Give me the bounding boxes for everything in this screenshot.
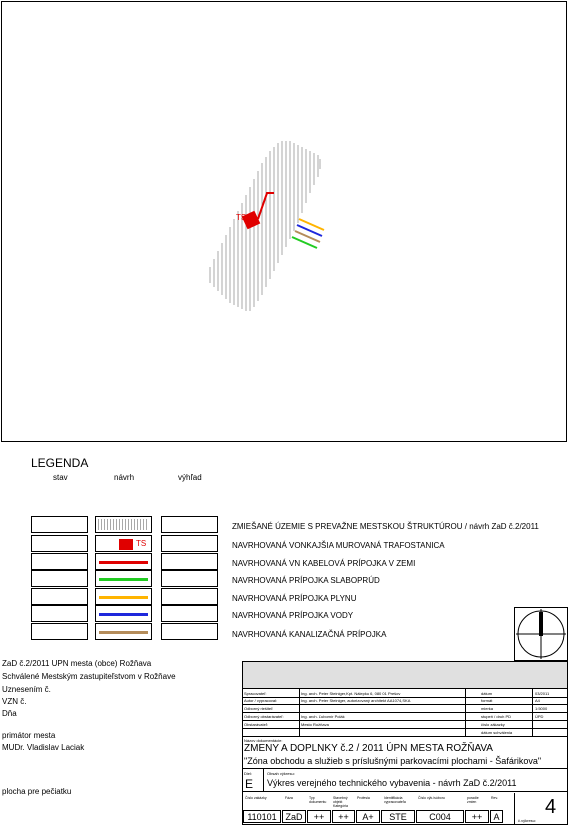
legend-row-telecom <box>31 570 219 587</box>
info-label: Autor / vypracoval: <box>244 698 278 703</box>
doc-name: ZMENY A DOPLNKY č.2 / 2011 ÚPN MESTA ROŽŇAVA <box>244 743 493 754</box>
info-divider <box>532 688 533 736</box>
legend-label-telecom: NAVRHOVANÁ PRÍPOJKA SLABOPRÚD <box>232 576 380 585</box>
hatched-area <box>210 141 320 311</box>
info-divider <box>299 688 300 736</box>
doc-name-label: Názov dokumentácie: <box>244 738 283 743</box>
ts-swatch <box>119 539 133 550</box>
code-cell-changes: ++ <box>465 810 489 823</box>
legend-cell-vyhlad <box>161 553 218 570</box>
info-value: Ing. arch. Peter Steiniger, autorizovaný architekt AA1074,SKA <box>301 698 411 703</box>
legend-cell-vyhlad <box>161 535 218 552</box>
column-vyhlad: výhľad <box>178 473 202 482</box>
code-label: poradie zmien <box>467 796 479 804</box>
sewer-swatch <box>99 631 148 634</box>
legend-cell-vyhlad <box>161 623 218 640</box>
legend-label-hatch: ZMIEŠANÉ ÚZEMIE S PREVAŽNE MESTSKOU ŠTRUKTÚROU / návrh ZaD č.2/2011 <box>232 522 539 531</box>
info-label: Spracovateľ: <box>244 691 267 696</box>
info-divider <box>465 688 466 736</box>
info-label: Odborný riešiteľ: <box>244 706 274 711</box>
info-right-label: dátum schválenia <box>481 730 513 735</box>
info-right-label: mierka <box>481 706 494 711</box>
approval-line-2: Schválené Mestským zastupiteľstvom v Rožňave <box>2 672 176 681</box>
legend-row-ts <box>31 535 219 552</box>
code-label: Číslo zakázky <box>245 796 267 800</box>
legend-cell-stav <box>31 623 88 640</box>
legend-cell-vyhlad <box>161 516 218 533</box>
info-value: Ing. arch. Ľubomír Polák <box>301 714 345 719</box>
gas-swatch <box>99 596 148 599</box>
code-cell-phase: ZaD <box>282 810 306 823</box>
part-label: Diel: <box>244 771 253 776</box>
code-label: Číslo výk./súboru <box>418 796 445 800</box>
content-value: Výkres verejného technického vybavenia - návrh ZaD č.2/2011 <box>267 778 517 788</box>
legend-label-ts: NAVRHOVANÁ VONKAJŠIA MUROVANÁ TRAFOSTANICA <box>232 541 445 550</box>
code-label: Fáza <box>285 796 293 800</box>
legend-cell-vyhlad <box>161 570 218 587</box>
title-block-info <box>242 688 568 736</box>
code-cell-order: 110101 <box>243 810 281 823</box>
legend-cell-stav <box>31 553 88 570</box>
code-cell-drawing-no: C004 <box>416 810 464 823</box>
hatch-swatch <box>98 519 149 530</box>
legend-label-water: NAVRHOVANÁ PRÍPOJKA VODY <box>232 611 354 620</box>
part-value: E <box>245 777 254 791</box>
north-arrow-icon <box>514 607 568 661</box>
code-cell-type: ++ <box>307 810 331 823</box>
approval-line-1: ZaD č.2/2011 UPN mesta (obce) Rožňava <box>2 659 152 668</box>
legend-cell-stav <box>31 535 88 552</box>
site-plan <box>1 1 567 442</box>
water-swatch <box>99 613 148 616</box>
doc-subtitle: "Zóna obchodu a služieb s príslušnými parkovacími plochami - Šafárikova" <box>244 756 542 766</box>
legend-title: LEGENDA <box>31 456 89 470</box>
map-frame <box>1 1 567 442</box>
legend-cell-stav <box>31 605 88 622</box>
info-right-label: formát <box>481 698 493 703</box>
info-value: Mesto Rožňava <box>301 722 329 727</box>
sheet-number-box <box>514 793 568 825</box>
content-divider <box>263 769 264 791</box>
code-label: Typ dokumentu <box>309 796 327 804</box>
legend-cell-navrh <box>95 553 152 570</box>
info-right-value: 1:5000 <box>535 706 548 711</box>
info-label: Obstarávateľ: <box>244 722 269 727</box>
legend-label-gas: NAVRHOVANÁ PRÍPOJKA PLYNU <box>232 594 357 603</box>
legend-cell-navrh <box>95 535 152 552</box>
legend-label-vn: NAVRHOVANÁ VN KABELOVÁ PRÍPOJKA V ZEMI <box>232 559 416 568</box>
info-right-label: stupeň / druh PD <box>481 714 512 719</box>
code-cell-author-id: STE <box>381 810 415 823</box>
legend-label-sewer: NAVRHOVANÁ KANALIZAČNÁ PRÍPOJKA <box>232 630 387 639</box>
column-navrh: návrh <box>114 473 135 482</box>
legend-cell-vyhlad <box>161 605 218 622</box>
vn-swatch <box>99 561 148 564</box>
legend-cell-stav <box>31 516 88 533</box>
code-cell-object: ++ <box>332 810 355 823</box>
legend-row-hatch <box>31 516 219 533</box>
legend-cell-navrh <box>95 516 152 533</box>
info-right-value: A4 <box>535 698 540 703</box>
stamp-area-label: plocha pre pečiatku <box>2 787 72 796</box>
legend-row-water <box>31 605 219 622</box>
info-right-value: ÚPD <box>535 714 544 719</box>
approval-line-7: MUDr. Vladislav Laciak <box>2 743 85 752</box>
info-label: Odborný obstarávateľ: <box>244 714 284 719</box>
legend-ts-label: TS <box>136 539 147 548</box>
legend-cell-stav <box>31 570 88 587</box>
code-cell-profession: A+ <box>356 810 380 823</box>
info-right-value: 03/2011 <box>535 691 550 696</box>
legend-cell-navrh <box>95 588 152 605</box>
info-right-label: dátum <box>481 691 493 696</box>
legend-cell-stav <box>31 588 88 605</box>
approval-line-5: Dňa <box>2 709 17 718</box>
title-block-header <box>243 662 567 688</box>
code-label: Stavebný objekt Kategória <box>333 796 348 808</box>
sheet-number: 4 <box>545 796 557 818</box>
legend-row-gas <box>31 588 219 605</box>
legend-cell-vyhlad <box>161 588 218 605</box>
code-label: Rev. <box>491 796 498 800</box>
code-label: Identifikácia vypracovateľa <box>384 796 406 804</box>
content-row <box>242 768 568 792</box>
sheet-label: č.výkresu: <box>518 818 537 823</box>
approval-line-6: primátor mesta <box>2 731 56 740</box>
legend-row-vn <box>31 553 219 570</box>
info-right-label: číslo zákazky <box>481 722 505 727</box>
info-value: Ing. arch. Peter Steiniger,Kpt. Nálepku 6, 080 01 Prešov <box>301 691 401 696</box>
telecom-swatch <box>99 578 148 581</box>
column-stav: stav <box>53 473 68 482</box>
approval-line-4: VZN č. <box>2 697 27 706</box>
map-ts-label: TS <box>236 213 247 222</box>
content-label: Obsah výkresu: <box>267 771 295 776</box>
approval-line-3: Uznesením č. <box>2 685 51 694</box>
legend-cell-navrh <box>95 605 152 622</box>
legend-cell-navrh <box>95 570 152 587</box>
legend-cell-navrh <box>95 623 152 640</box>
code-cell-rev: A <box>490 810 503 823</box>
code-label: Profesia <box>357 796 370 800</box>
info-row <box>242 728 568 737</box>
legend-row-sewer <box>31 623 219 640</box>
